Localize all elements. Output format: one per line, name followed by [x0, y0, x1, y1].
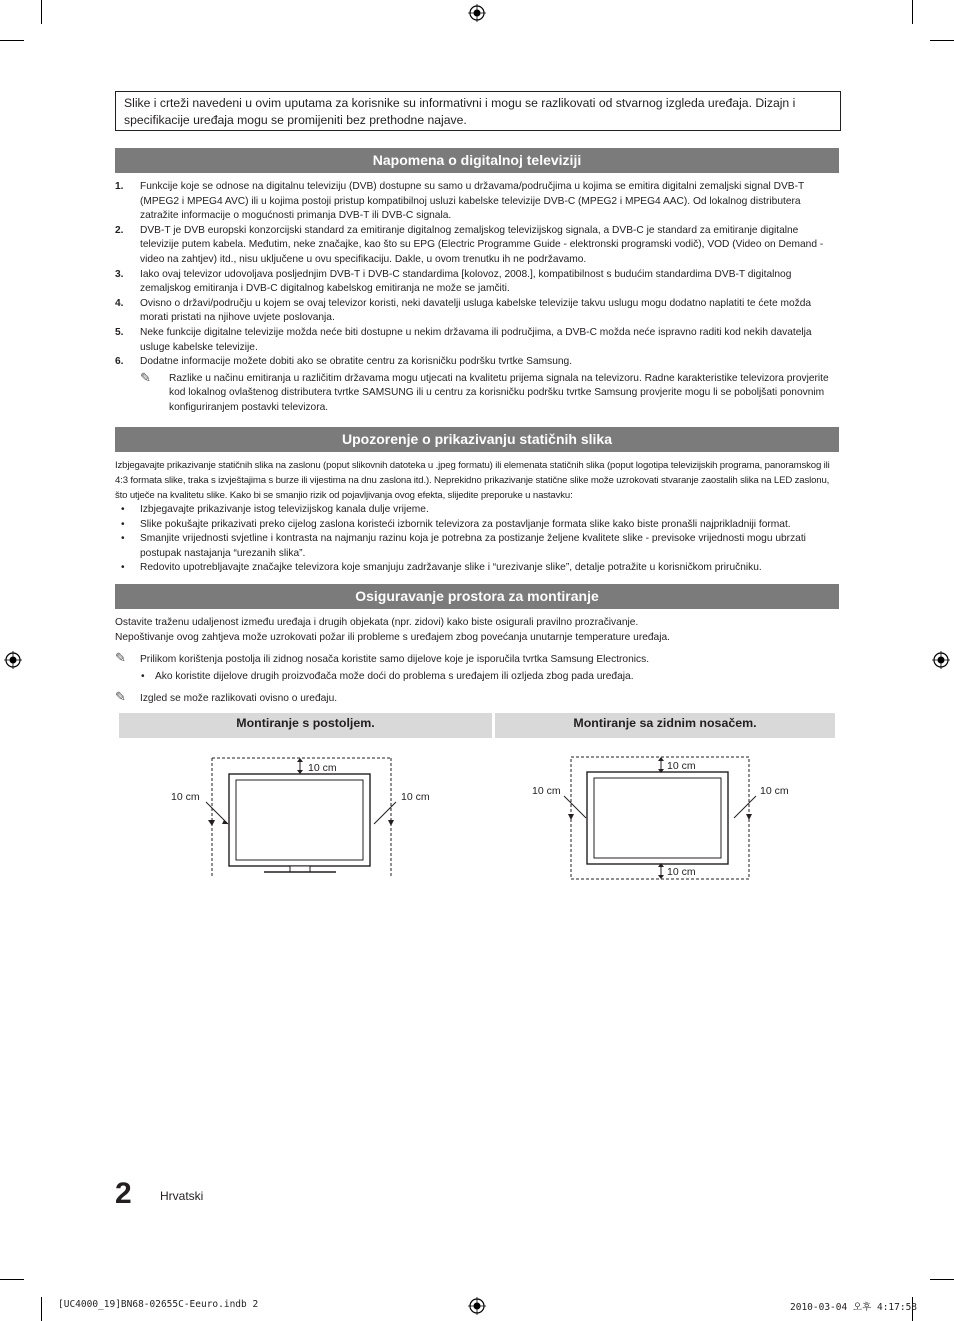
crop-mark [912, 0, 913, 24]
pencil-note-icon: ✎ [115, 650, 126, 665]
crop-mark [41, 0, 42, 24]
stand-mount-header: Montiranje s postoljem. [119, 713, 492, 738]
mounting-line-1: Ostavite traženu udaljenost između uređaja i drugih objekata (npr. zidovi) kako biste osigurali pravilno prozračivanje. [115, 617, 639, 628]
disclaimer-box: Slike i crteži navedeni u ovim uputama za korisnike su informativni i mogu se razlikovati od stvarnog izgleda uređaja. Dizajn i specifikacije uređaja mogu se promijeniti bez prethodne najave. [115, 91, 841, 131]
stand-right-distance: 10 cm [401, 791, 430, 803]
mounting-note-bullet: • Ako koristite dijelove drugih proizvođača može doći do problema s uređajem ili ozljeda zbog pada uređaja. [141, 671, 634, 682]
registration-mark-icon [468, 1297, 486, 1315]
registration-mark-icon [4, 651, 22, 669]
wall-mount-diagram [560, 752, 760, 884]
pencil-note-icon: ✎ [140, 369, 151, 385]
pencil-note-icon: ✎ [115, 689, 126, 704]
registration-mark-icon [468, 4, 486, 22]
registration-mark-icon [932, 651, 950, 669]
mounting-note-2: ✎ Izgled se može razlikovati ovisno o uređaju. [115, 689, 338, 704]
digital-tv-list [115, 180, 839, 416]
list-item: • Slike pokušajte prikazivati preko cijelog zaslona koristeći izbornik televizora za postavljanje formata slike kako biste pronašli najprikladniji format. [121, 518, 791, 530]
crop-mark [0, 1279, 24, 1280]
wall-bottom-distance: 10 cm [667, 866, 696, 878]
static-images-list [115, 503, 839, 576]
list-item: 1. Funkcije koje se odnose na digitalnu televiziju (DVB) dostupne su samo u državama/područjima u kojima se emitira digitalni zemaljski signal DVB-T (MPEG2 i MPEG4 AVC) ili u kojima postoji pristup kompatibilnoj usluzi kabelske televizije DVB-C (MPEG2 i MPEG4 AAC). Od lokalnog distributera zatražite informacije o mogućnosti primanja DVB-T ili DVB-C signala. [115, 181, 805, 222]
page-number: 2 [115, 1177, 132, 1210]
language-label: Hrvatski [160, 1189, 204, 1203]
list-item: 3. Iako ovaj televizor udovoljava posljednjim DVB-T i DVB-C standardima [kolovoz, 2008.], kompatibilnost s budućim standardima DVB-T digitalnog zemaljskog emitiranja i DVB-C digitalnog kabelskog emitiranja ne može se jamčiti. [115, 268, 792, 295]
note: ✎ Razlike u načinu emitiranja u različitim državama mogu utjecati na kvalitetu prijema signala na televizoru. Radne karakteristike televizora provjerite kod lokalnog ovlaštenog distributera tvrtke SAMSUNG ili u centru za korisničku podršku tvrtke Samsung provjerite mogu li se poboljšati ponovnim konfiguriranjem postavki televizora. [140, 369, 829, 413]
list-item: • Smanjite vrijednosti svjetline i kontrasta na najmanju razinu koja je potrebna za postizanje željene kvalitete slike - previsoke vrijednosti mogu ubrzati postupak nastajanja “urezanih slika”. [121, 533, 806, 559]
stand-left-distance: 10 cm [171, 791, 200, 803]
wall-right-distance: 10 cm [760, 785, 789, 797]
crop-mark [41, 1297, 42, 1321]
wall-top-distance: 10 cm [667, 760, 696, 772]
crop-mark [930, 1279, 954, 1280]
stand-mount-diagram [160, 752, 450, 882]
section-header-mounting-space: Osiguravanje prostora za montiranje [115, 584, 839, 609]
list-item: 4. Ovisno o državi/području u kojem se ovaj televizor koristi, neki davatelji usluga kabelske televizije takvu uslugu mogu dodatno naplatiti te ćete možda morati pristati na njihove uvjete poslovanja. [115, 297, 812, 324]
list-item: • Redovito upotrebljavajte značajke televizora koje smanjuju zadržavanje slike i “urezivanje slike”, detalje potražite u korisničkom priručniku. [121, 562, 762, 574]
list-item: 5. Neke funkcije digitalne televizije možda neće biti dostupne u nekim državama ili područjima, a DVB-C možda neće ispravno raditi kod nekih davatelja usluge kabelske televizije. [115, 326, 812, 353]
section-header-digital-tv: Napomena o digitalnoj televiziji [115, 148, 839, 173]
print-file-name: [UC4000_19]BN68-02655C-Eeuro.indb 2 [58, 1299, 259, 1310]
wall-mount-header: Montiranje sa zidnim nosačem. [495, 713, 835, 738]
mounting-note-1: ✎ Prilikom korištenja postolja ili zidnog nosača koristite samo dijelove koje je isporučila tvrtka Samsung Electronics. [115, 650, 650, 665]
mounting-line-2: Nepoštivanje ovog zahtjeva može uzrokovati požar ili probleme s uređajem zbog povećanja unutarnje temperature uređaja. [115, 632, 670, 643]
list-item: • Izbjegavajte prikazivanje istog televizijskog kanala dulje vrijeme. [121, 504, 429, 515]
print-timestamp: 2010-03-04 오후 4:17:58 [790, 1302, 918, 1313]
stand-top-distance: 10 cm [308, 762, 337, 774]
crop-mark [0, 40, 24, 41]
static-images-intro: Izbjegavajte prikazivanje statičnih slika na zaslonu (poput slikovnih datoteka u .jpeg formatu) ili elemenata statičnih slika (poput logotipa televizijskih programa, panoramskog ili 4:3 formata slike, traka s izvještajima s burze ili vijestima na dnu zaslona itd.). Neprekidno prikazivanje statične slike može uzrokovati stvaranje zaostalih slika na LED zaslonu, što utječe na kvalitetu slike. Kako bi se smanjio rizik od pojavljivanja ovog efekta, slijedite preporuke u nastavku: [115, 460, 830, 501]
list-item: 2. DVB-T je DVB europski konzorcijski standard za emitiranje digitalnog zemaljskog televizijskog signala, a DVB-C je standard za emitiranje digitalne televizije putem kabela. Međutim, neke značajke, kao što su EPG (Electric Programme Guide - elektronski programski vodič), VOD (Video on Demand - video na zahtjev) itd., nisu uključene u ovu specifikaciju. Dakle, u ovom trenutku ih ne podržavamo. [115, 224, 824, 265]
list-item: 6. Dodatne informacije možete dobiti ako se obratite centru za korisničku podršku tvrtke Samsung. [115, 356, 573, 368]
wall-left-distance: 10 cm [532, 785, 561, 797]
crop-mark [930, 40, 954, 41]
section-header-static-images: Upozorenje o prikazivanju statičnih slika [115, 427, 839, 452]
